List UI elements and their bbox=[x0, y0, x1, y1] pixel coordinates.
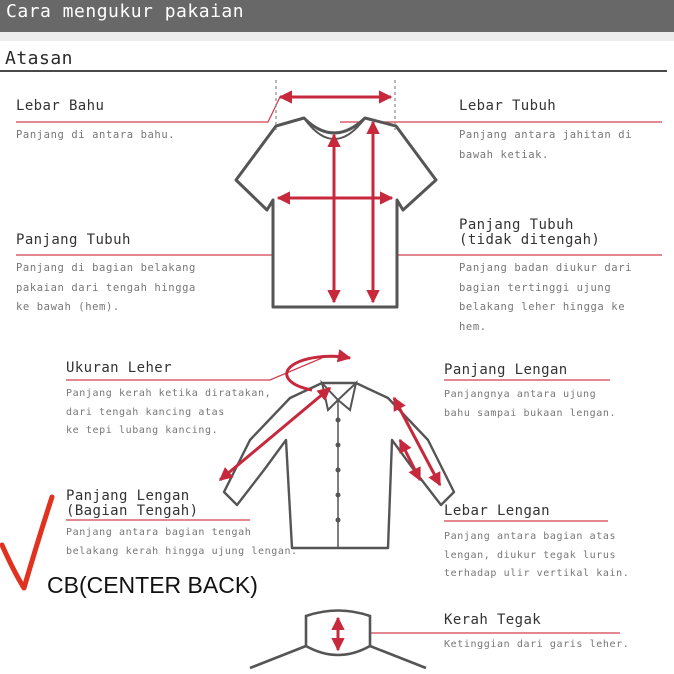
collar-illustration bbox=[250, 611, 426, 669]
lebar-bahu-desc: Panjang di antara bahu. bbox=[16, 129, 176, 141]
ukuran-leher-label: Ukuran Leher bbox=[66, 360, 172, 376]
panjang-lengan-tengah-label: Panjang Lengan (Bagian Tengah) bbox=[66, 488, 199, 519]
center-back-annotation: CB(CENTER BACK) bbox=[47, 572, 258, 598]
page-title: Cara mengukur pakaian bbox=[6, 1, 245, 22]
kerah-tegak-desc: Ketinggian dari garis leher. bbox=[444, 639, 630, 650]
panjang-lengan-tengah-desc: Panjang antara bagian tengah belakang kerah hingga ujung lengan. bbox=[66, 527, 298, 557]
tshirt-illustration bbox=[236, 80, 436, 307]
lebar-lengan-label: Lebar Lengan bbox=[444, 503, 550, 519]
panjang-tubuh-desc: Panjang di bagian belakang pakaian dari tengah hingga ke bawah (hem). bbox=[16, 262, 196, 313]
panjang-tubuh-tidak-desc: Panjang badan diukur dari bagian tertinggi ujung belakang leher hingga ke hem. bbox=[459, 262, 633, 333]
panjang-lengan-desc: Panjangnya antara ujung bahu sampai bukaan lengan. bbox=[444, 389, 617, 419]
lebar-tubuh-label: Lebar Tubuh bbox=[459, 98, 557, 114]
kerah-tegak-label: Kerah Tegak bbox=[444, 612, 542, 628]
panjang-lengan-label: Panjang Lengan bbox=[444, 362, 568, 378]
section-title: Atasan bbox=[5, 48, 74, 69]
ukuran-leher-desc: Panjang kerah ketika diratakan, dari tengah kancing atas ke tepi lubang kancing. bbox=[66, 388, 272, 436]
panjang-tubuh-tidak-label: Panjang Tubuh (tidak ditengah) bbox=[459, 217, 601, 248]
lebar-bahu-label: Lebar Bahu bbox=[16, 98, 105, 114]
panjang-tubuh-label: Panjang Tubuh bbox=[16, 232, 131, 248]
lebar-tubuh-desc: Panjang antara jahitan di bawah ketiak. bbox=[459, 129, 633, 161]
checkmark-icon bbox=[2, 497, 52, 588]
lebar-lengan-desc: Panjang antara bagian atas lengan, diukur tegak lurus terhadap ulir vertikal kain. bbox=[444, 531, 630, 579]
